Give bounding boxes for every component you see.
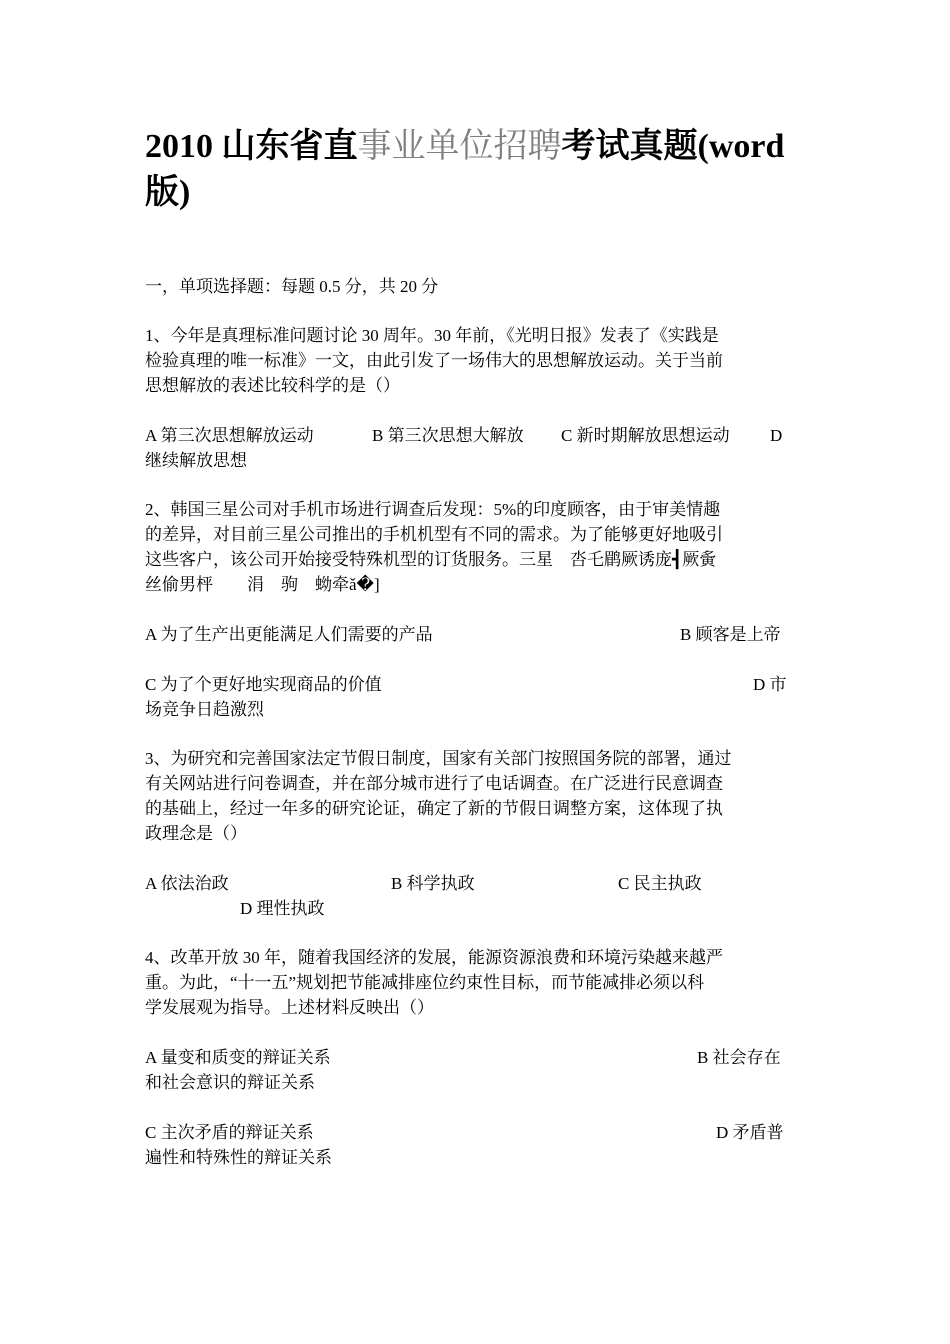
question-3-line-1: 3、为研究和完善国家法定节假日制度，国家有关部门按照国务院的部署，通过	[145, 749, 732, 768]
title-part-2: 事业单位招聘	[357, 128, 562, 165]
question-1-option-b: B 第三次思想大解放	[372, 426, 524, 445]
question-4-options-cd	[145, 1120, 807, 1145]
question-2-line-4: 丝偷男枰 涓 驹 蚴牵ǎ�]	[145, 575, 380, 594]
section-heading: 一，单项选择题：每题 0.5 分，共 20 分	[145, 277, 439, 296]
title-part-1: 2010 山东省直	[145, 128, 358, 165]
question-1-line-3: 思想解放的表述比较科学的是（）	[145, 376, 400, 395]
question-4-line-2: 重。为此，“十一五”规划把节能减排座位约束性目标，而节能减排必须以科	[145, 973, 705, 992]
question-3-line-3: 的基础上，经过一年多的研究论证，确定了新的节假日调整方案，这体现了执	[145, 799, 723, 818]
question-1-option-d-continued: 继续解放思想	[145, 451, 247, 470]
question-1-line-1: 1、今年是真理标准问题讨论 30 周年。30 年前，《光明日报》发表了《实践是	[145, 326, 719, 345]
question-2-option-d-continued: 场竞争日趋激烈	[145, 700, 264, 719]
question-3-options-d	[145, 896, 807, 921]
question-3-line-2: 有关网站进行问卷调查，并在部分城市进行了电话调查。在广泛进行民意调查	[145, 774, 723, 793]
question-1-option-a: A 第三次思想解放运动	[145, 426, 314, 445]
question-3-option-b: B 科学执政	[391, 874, 475, 893]
question-2-options-ab	[145, 622, 807, 647]
document-title	[145, 124, 825, 216]
question-4-option-d-continued: 遍性和特殊性的辩证关系	[145, 1148, 332, 1167]
question-4-options-ab	[145, 1045, 807, 1070]
title-part-3: 考试真题(word	[561, 128, 785, 165]
question-1-line-2: 检验真理的唯一标准》一文，由此引发了一场伟大的思想解放运动。关于当前	[145, 351, 723, 370]
question-4-option-b: B 社会存在	[697, 1048, 781, 1067]
question-3-option-c: C 民主执政	[618, 874, 702, 893]
question-3-option-a: A 依法治政	[145, 874, 229, 893]
question-4-line-1: 4、改革开放 30 年，随着我国经济的发展，能源资源浪费和环境污染越来越严	[145, 948, 723, 967]
question-3-options-abc	[145, 871, 807, 896]
question-4-option-b-continued: 和社会意识的辩证关系	[145, 1073, 315, 1092]
question-2-option-a: A 为了生产出更能满足人们需要的产品	[145, 625, 433, 644]
question-2-option-d: D 市	[753, 675, 787, 694]
question-3-option-d: D 理性执政	[240, 899, 325, 918]
question-2-option-b: B 顾客是上帝	[680, 625, 781, 644]
question-4-option-a: A 量变和质变的辩证关系	[145, 1048, 331, 1067]
question-4-line-3: 学发展观为指导。上述材料反映出（）	[145, 998, 434, 1017]
question-1-options	[145, 423, 807, 448]
question-3-line-4: 政理念是（）	[145, 824, 247, 843]
question-2-line-1: 2、韩国三星公司对手机市场进行调查后发现：5%的印度顾客，由于审美情趣	[145, 500, 721, 519]
question-4-option-c: C 主次矛盾的辩证关系	[145, 1123, 314, 1142]
question-1-option-d: D	[770, 426, 783, 445]
question-2-line-2: 的差异，对目前三星公司推出的手机机型有不同的需求。为了能够更好地吸引	[145, 525, 723, 544]
question-2-line-3: 这些客户，该公司开始接受特殊机型的订货服务。三星 呇乇鹛厥诱庞┫厥夤	[145, 550, 717, 569]
question-2-option-c: C 为了个更好地实现商品的价值	[145, 675, 382, 694]
title-part-4: 版)	[145, 174, 191, 211]
question-2-options-cd	[145, 672, 807, 697]
question-1-option-c: C 新时期解放思想运动	[561, 426, 730, 445]
question-4-option-d: D 矛盾普	[716, 1123, 784, 1142]
